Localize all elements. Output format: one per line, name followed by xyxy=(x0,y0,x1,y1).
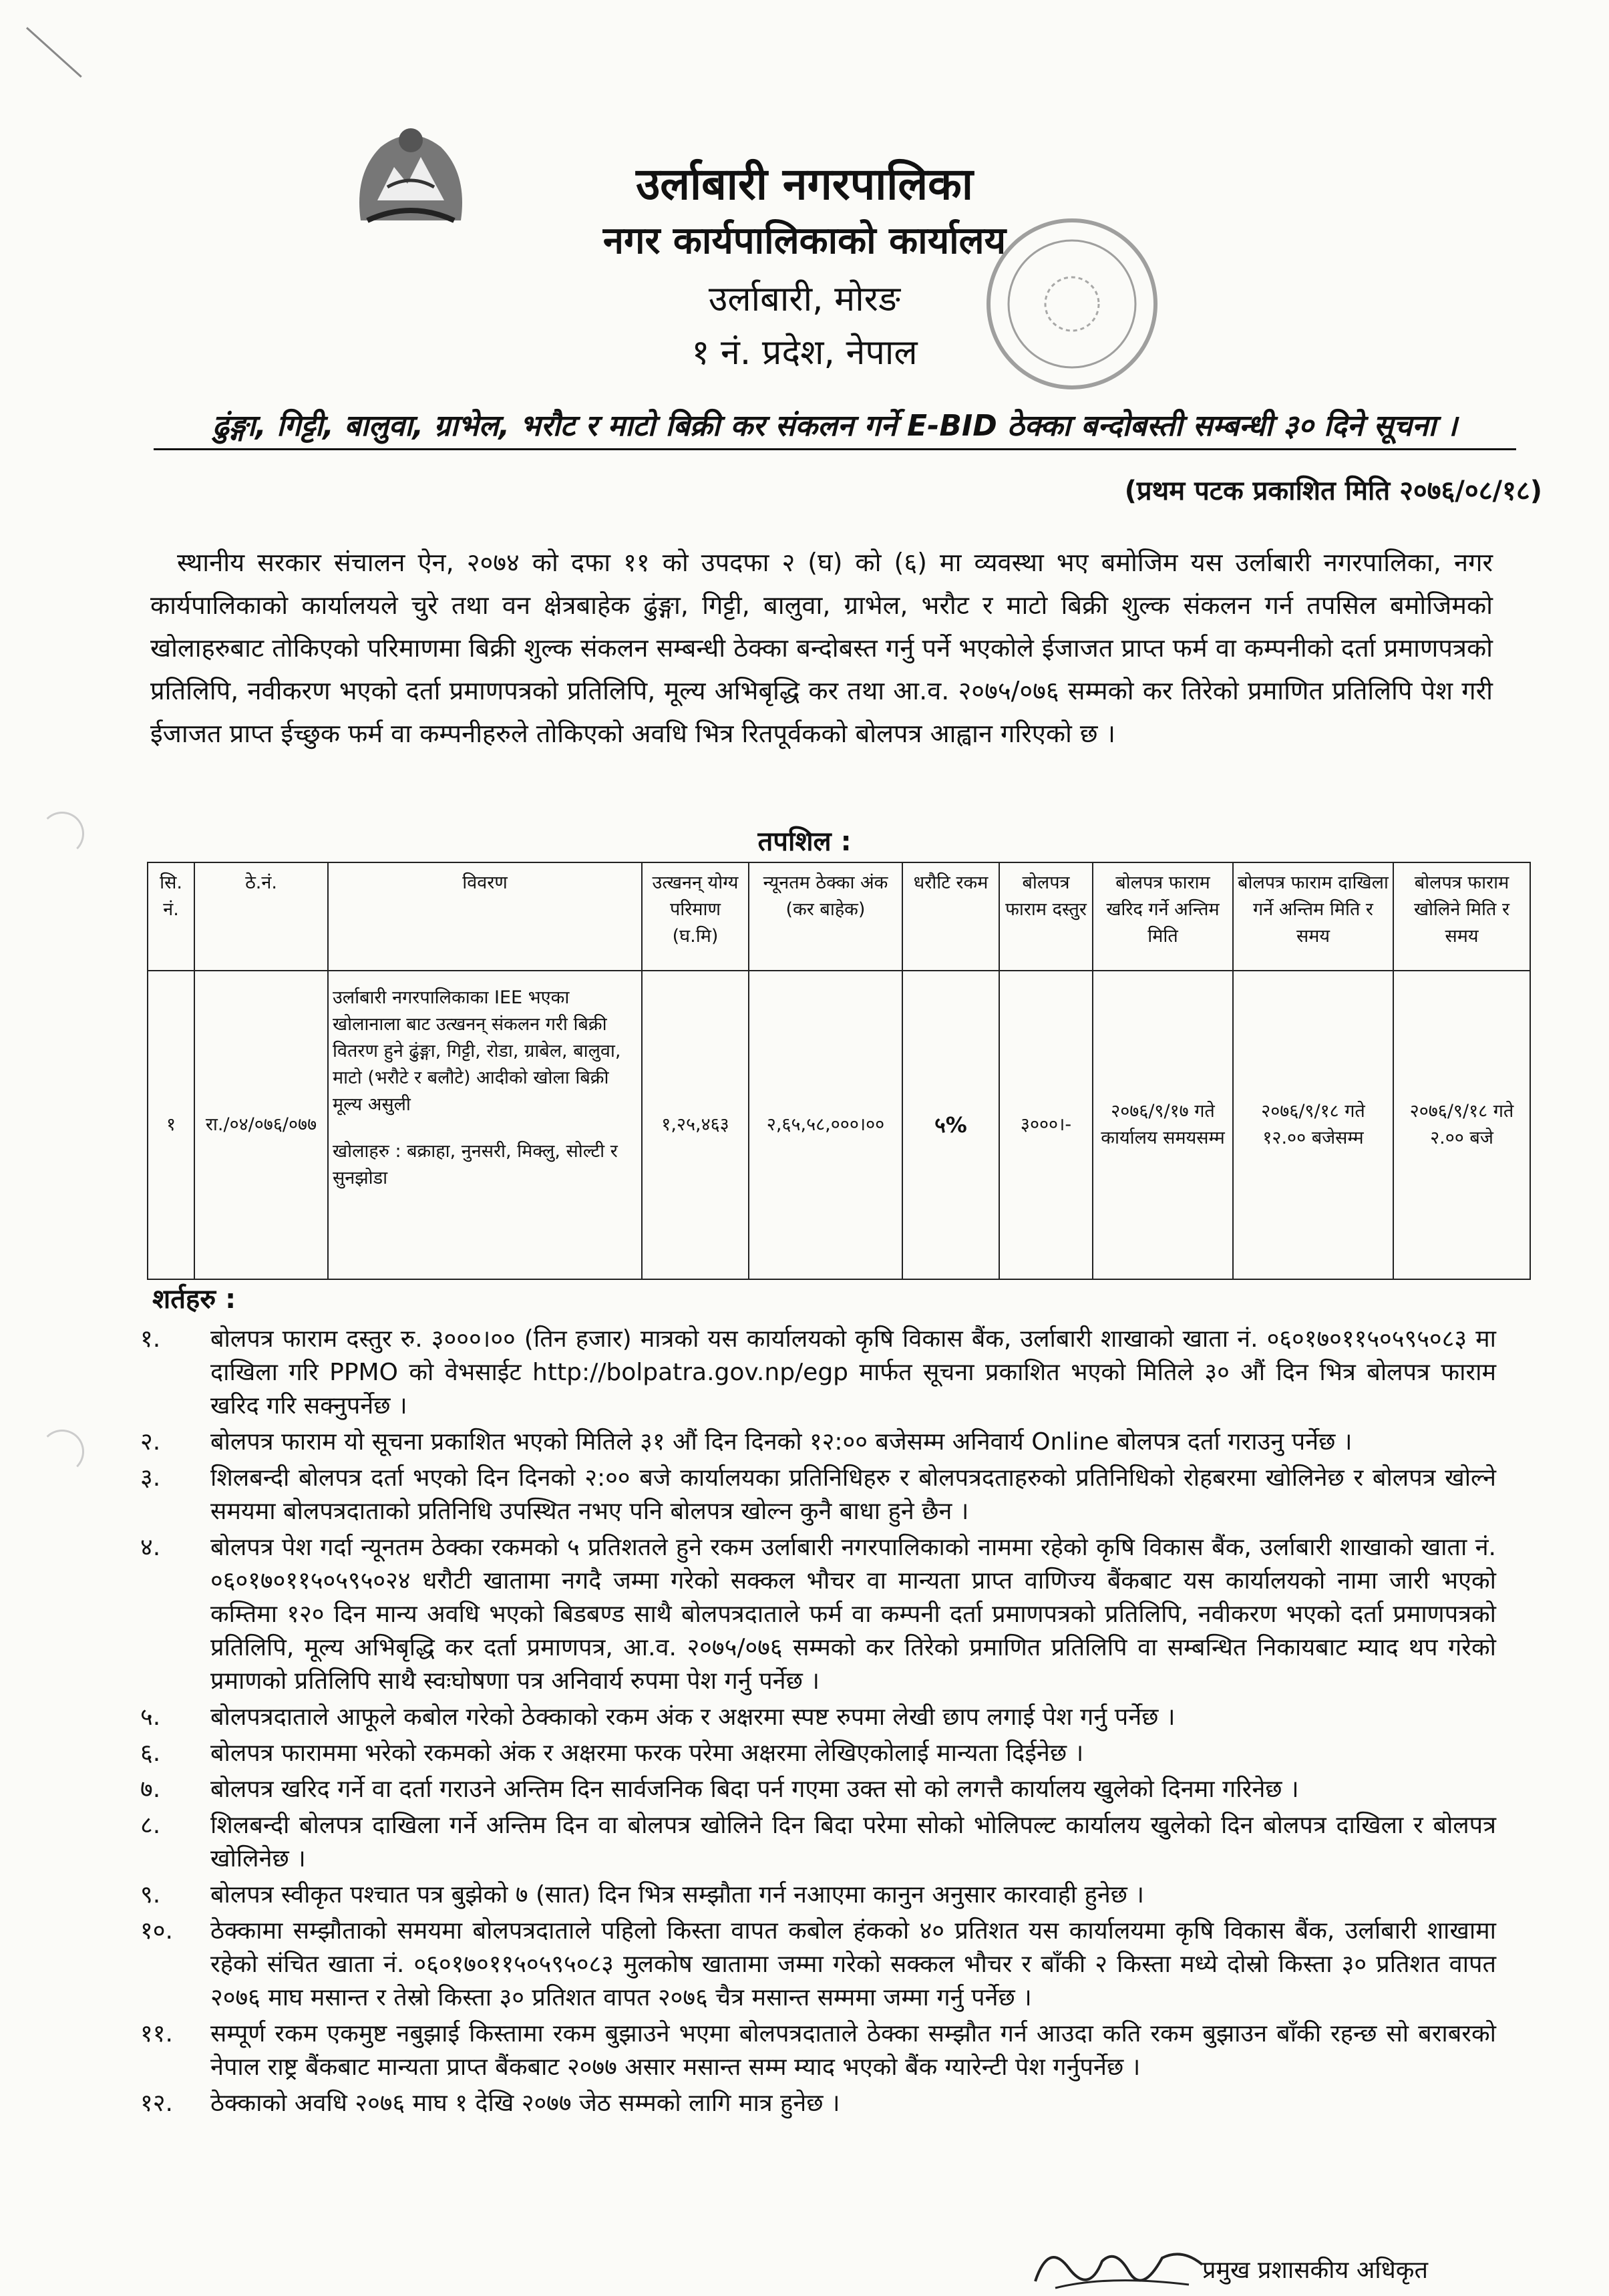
cell-deposit: ५% xyxy=(902,971,999,1279)
cell-form-fee: ३०००।- xyxy=(999,971,1093,1279)
conditions-title: शर्तहरु : xyxy=(152,1284,236,1315)
condition-item xyxy=(140,2017,1496,2084)
condition-text: बोलपत्र पेश गर्दा न्यूनतम ठेक्का रकमको ५ प्रतिशतले हुने रकम उर्लाबारी नगरपालिकाको नाममा रहेको कृषि विकास बैंक, उर्लाबारी शाखाको खाता नं. ०६०१७०११५०५९५०२४ धरौटी खातामा नगदै जम्मा गरेको सक्कल भौचर वा मान्यता प्राप्त वाणिज्य बैंकबाट यस कार्यालयको नामा जारी भएको कम्तिमा १२० दिन मान्य अवधि भएको बिडबण्ड साथै बोलपत्रदाताले फर्म वा कम्पनी दर्ता प्रमाणपत्रको प्रतिलिपि, नवीकरण भएको दर्ता प्रमाणपत्रको प्रतिलिपि, मूल्य अभिबृद्धि कर दर्ता प्रमाणपत्र, आ.व. २०७५/०७६ सम्मको कर तिरेको प्रमाणित प्रतिलिपि वा सम्बन्धित निकायबाट म्याद थप गरेको प्रमाणको प्रतिलिपि साथै स्वःघोषणा पत्र अनिवार्य रुपमा पेश गर्नु पर्नेछ । xyxy=(210,1534,1496,1695)
condition-text: बोलपत्र स्वीकृत पश्चात पत्र बुझेको ७ (सात) दिन भित्र सम्झौता गर्न नआएमा कानुन अनुसार कारवाही हुनेछ । xyxy=(210,1881,1144,1909)
cell-sn: १ xyxy=(148,971,194,1279)
condition-item xyxy=(140,1809,1496,1876)
condition-text: ठेक्कामा सम्झौताको समयमा बोलपत्रदाताले पहिलो किस्ता वापत कबोल हंकको ४० प्रतिशत यस कार्यालयमा कृषि विकास बैंक, उर्लाबारी शाखामा रहेको संचित खाता नं. ०६०१७०११५०५९५०८३ मुलकोष खातामा जम्मा गरेको सक्कल भौचर र बाँकी २ किस्ता मध्ये दोस्रो किस्ता ३० प्रतिशत वापत २०७६ माघ मसान्त र तेस्रो किस्ता ३० प्रतिशत वापत २०७६ चैत्र मसान्त सम्ममा जम्मा गर्नु पर्नेछ । xyxy=(210,1917,1496,2011)
header-purchase-deadline: बोलपत्र फाराम खरिद गर्ने अन्तिम मिति xyxy=(1093,862,1233,971)
header-sn: सि. नं. xyxy=(148,862,194,971)
municipality-name: उर्लाबारी नगरपालिका xyxy=(636,158,973,210)
signatory-title: प्रमुख प्रशासकीय अधिकृत xyxy=(1202,2257,1428,2284)
condition-text: बोलपत्रदाताले आफूले कबोल गरेको ठेक्काको रकम अंक र अक्षरमा स्पष्ट रुपमा लेखी छाप लगाई पेश गर्नु पर्नेछ । xyxy=(210,1703,1176,1731)
header-deposit: धरौटि रकम xyxy=(902,862,999,971)
condition-item xyxy=(140,1426,1496,1459)
office-name: नगर कार्यपालिकाको कार्यालय xyxy=(602,219,1007,263)
condition-number: ११. xyxy=(140,2020,173,2047)
cell-submission-deadline: २०७६/९/१८ गते १२.०० बजेसम्म xyxy=(1233,971,1393,1279)
condition-number: ३. xyxy=(140,1464,161,1492)
condition-number: १०. xyxy=(140,1917,173,1945)
condition-item xyxy=(140,2087,1496,2120)
description-text: उर्लाबारी नगरपालिकाका IEE भएका खोलानाला बाट उत्खनन् संकलन गरी बिक्री वितरण हुने ढुंङ्गा, गिट्टी, रोडा, ग्राबेल, बालुवा, माटो (भरौटे र बलौटे) आदीको खोला बिक्री मूल्य असुली xyxy=(333,987,621,1115)
table-row xyxy=(148,971,1530,1279)
condition-item xyxy=(140,1878,1496,1912)
cell-purchase-deadline: २०७६/९/१७ गते कार्यालय समयसम्म xyxy=(1093,971,1233,1279)
publish-date: (प्रथम पटक प्रकाशित मिति २०७६/०८/१८) xyxy=(1124,476,1542,506)
condition-number: ५. xyxy=(140,1703,161,1731)
province-name: १ नं. प्रदेश, नेपाल xyxy=(691,333,918,373)
tender-table xyxy=(147,862,1531,1280)
cell-quantity: १,२५,४६३ xyxy=(642,971,749,1279)
condition-item xyxy=(140,1531,1496,1698)
condition-text: शिलबन्दी बोलपत्र दाखिला गर्ने अन्तिम दिन वा बोलपत्र खोलिने दिन बिदा परेमा सोको भोलिपल्ट कार्यालय खुलेको दिन बोलपत्र दाखिला र बोलपत्र खोलिनेछ । xyxy=(210,1812,1496,1872)
condition-number: ४. xyxy=(140,1534,161,1561)
punch-hole-mark xyxy=(40,1430,84,1474)
scan-corner-mark xyxy=(26,27,82,77)
condition-text: शिलबन्दी बोलपत्र दर्ता भएको दिन दिनको २:०० बजे कार्यालयका प्रतिनिधिहरु र बोलपत्रदताहरुको प्रतिनिधिको रोहबरमा खोलिनेछ र बोलपत्र खोल्ने समयमा बोलपत्रदाताको प्रतिनिधि उपस्थित नभए पनि बोलपत्र खोल्न कुनै बाधा हुने छैन । xyxy=(210,1464,1496,1525)
condition-number: ७. xyxy=(140,1776,161,1803)
condition-item xyxy=(140,1915,1496,2015)
condition-number: ८. xyxy=(140,1812,161,1839)
header-contract-no: ठे.नं. xyxy=(194,862,328,971)
condition-text: ठेक्काको अवधि २०७६ माघ १ देखि २०७७ जेठ सम्मको लागि मात्र हुनेछ । xyxy=(210,2090,840,2117)
condition-text: बोलपत्र फाराम यो सूचना प्रकाशित भएको मितिले ३१ औं दिन दिनको १२:०० बजेसम्म अनिवार्य Online बोलपत्र दर्ता गराउनु पर्नेछ । xyxy=(210,1428,1353,1456)
header-opening: बोलपत्र फाराम खोलिने मिति र समय xyxy=(1393,862,1530,971)
condition-item xyxy=(140,1701,1496,1734)
cell-contract-no: रा./०४/०७६/०७७ xyxy=(194,971,328,1279)
condition-number: ९. xyxy=(140,1881,161,1909)
condition-text: बोलपत्र फाराममा भरेको रकमको अंक र अक्षरमा फरक परेमा अक्षरमा लेखिएकोलाई मान्यता दिईनेछ । xyxy=(210,1740,1084,1767)
cell-description xyxy=(328,971,642,1279)
handwritten-signature xyxy=(1029,2235,1229,2295)
table-title: तपशिल : xyxy=(757,826,852,857)
condition-number: २. xyxy=(140,1428,161,1456)
intro-paragraph: स्थानीय सरकार संचालन ऐन, २०७४ को दफा ११ को उपदफा २ (घ) को (६) मा व्यवस्था भए बमोजिम यस उर्लाबारी नगरपालिका, नगर कार्यपालिकाको कार्यालयले चुरे तथा वन क्षेत्रबाहेक ढुंङ्गा, गिट्टी, बालुवा, ग्राभेल, भरौट र माटो बिक्री शुल्क संकलन गर्न तपसिल बमोजिमको खोलाहरुबाट तोकिएको परिमाणमा बिक्री शुल्क संकलन सम्बन्धी ठेक्का बन्दोबस्त गर्नु पर्ने भएकोले ईजाजत प्राप्त फर्म वा कम्पनीको दर्ता प्रमाणपत्रको प्रतिलिपि, नवीकरण भएको दर्ता प्रमाणपत्रको प्रतिलिपि, मूल्य अभिबृद्धि कर तथा आ.व. २०७५/०७६ सम्मको कर तिरेको प्रमाणित प्रतिलिपि पेश गरी ईजाजत प्राप्त ईच्छुक फर्म वा कम्पनीहरुले तोकिएको अवधि भित्र रितपूर्वकको बोलपत्र आह्वान गरिएको छ । xyxy=(150,548,1493,748)
condition-text: बोलपत्र फाराम दस्तुर रु. ३०००।०० (तिन हजार) मात्रको यस कार्यालयको कृषि विकास बैंक, उर्लाबारी शाखाको खाता नं. ०६०१७०११५०५९५०८३ मा दाखिला गरि PPMO को वेभसाईट http://bolpatra.gov.np/egp मार्फत सूचना प्रकाशित भएको मितिले ३० औं दिन भित्र बोलपत्र फाराम खरिद गरि सक्नुपर्नेछ । xyxy=(210,1325,1496,1420)
cell-min-amount: २,६५,५८,०००।०० xyxy=(749,971,902,1279)
condition-text: बोलपत्र खरिद गर्ने वा दर्ता गराउने अन्तिम दिन सार्वजनिक बिदा पर्न गएमा उक्त सो को लगत्तै कार्यालय खुलेको दिनमा गरिनेछ । xyxy=(210,1776,1299,1803)
office-location: उर्लाबारी, मोरङ xyxy=(708,279,901,319)
condition-number: ६. xyxy=(140,1740,161,1767)
condition-item xyxy=(140,1737,1496,1770)
condition-number: १. xyxy=(140,1325,161,1353)
condition-item xyxy=(140,1323,1496,1423)
condition-item xyxy=(140,1462,1496,1528)
conditions-list xyxy=(140,1323,1496,2123)
condition-item xyxy=(140,1773,1496,1806)
condition-text: सम्पूर्ण रकम एकमुष्ट नबुझाई किस्तामा रकम बुझाउने भएमा बोलपत्रदाताले ठेक्का सम्झौत गर्न आउदा कति रकम बुझाउन बाँकी रहन्छ सो बराबरको नेपाल राष्ट्र बैंकबाट मान्यता प्राप्त बैंकबाट २०७७ असार मसान्त सम्म म्याद भएको बैंक ग्यारेन्टी पेश गर्नुपर्नेछ । xyxy=(210,2020,1496,2081)
header-submission-deadline: बोलपत्र फाराम दाखिला गर्ने अन्तिम मिति र समय xyxy=(1233,862,1393,971)
table-header-row xyxy=(148,862,1530,971)
header-form-fee: बोलपत्र फाराम दस्तुर xyxy=(999,862,1093,971)
header-min-amount: न्यूनतम ठेक्का अंक (कर बाहेक) xyxy=(749,862,902,971)
header-description: विवरण xyxy=(328,862,642,971)
header-quantity: उत्खनन् योग्य परिमाण (घ.मि) xyxy=(642,862,749,971)
notice-title: ढुंङ्गा, गिट्टी, बालुवा, ग्राभेल, भरौट र माटो बिक्री कर संकलन गर्ने E-BID ठेक्का बन्दोबस्ती सम्बन्धी ३० दिने सूचना । xyxy=(154,404,1516,450)
condition-number: १२. xyxy=(140,2090,173,2117)
cell-opening: २०७६/९/१८ गते २.०० बजे xyxy=(1393,971,1530,1279)
rivers-text: खोलाहरु : बक्राहा, नुनसरी, मिक्लु, सोल्टी र सुनझोडा xyxy=(333,1141,618,1188)
